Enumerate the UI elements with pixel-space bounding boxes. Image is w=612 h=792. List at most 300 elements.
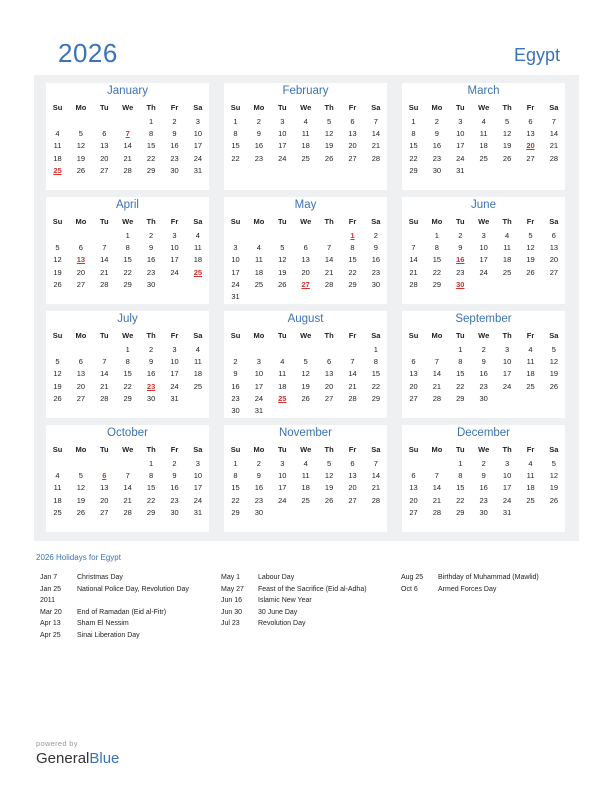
- month-name: August: [287, 313, 324, 325]
- weekday-label: Th: [324, 445, 334, 454]
- weekday-label: We: [300, 103, 312, 112]
- day-cell: 11: [526, 471, 535, 481]
- day-cell: 15: [456, 369, 465, 379]
- day-cell: 25: [479, 153, 488, 163]
- day-cell: 21: [123, 495, 132, 505]
- day-cell: 30: [170, 507, 179, 517]
- holiday-date: Apr 13: [40, 620, 61, 627]
- day-cell: 19: [526, 255, 535, 265]
- weekday-label: Sa: [193, 331, 203, 340]
- day-cell: 5: [327, 117, 332, 126]
- day-cell: 30: [146, 279, 156, 289]
- day-cell: 19: [76, 495, 86, 505]
- day-cell: 22: [146, 153, 156, 163]
- holiday-day: 30: [456, 279, 465, 289]
- day-cell: 5: [551, 345, 556, 354]
- day-cell: 24: [479, 267, 488, 277]
- day-cell: 6: [551, 231, 556, 240]
- weekday-label: We: [478, 103, 490, 112]
- day-cell: 16: [254, 483, 264, 493]
- day-cell: 18: [193, 255, 203, 265]
- weekday-label: Th: [146, 331, 156, 340]
- day-cell: 4: [195, 231, 200, 240]
- weekday-label: Mo: [431, 445, 443, 454]
- day-cell: 6: [350, 117, 355, 126]
- day-cell: 10: [278, 129, 287, 139]
- day-cell: 13: [301, 255, 310, 265]
- day-cell: 18: [53, 153, 62, 163]
- day-cell: 24: [278, 495, 287, 505]
- day-cell: 30: [371, 279, 381, 289]
- day-cell: 27: [324, 393, 334, 403]
- day-cell: 26: [53, 279, 62, 289]
- day-cell: 5: [551, 459, 556, 468]
- day-cell: 4: [195, 345, 200, 354]
- day-cell: 10: [479, 243, 488, 253]
- weekday-label: Fr: [170, 103, 179, 112]
- holiday-date: May 1: [221, 574, 241, 581]
- day-cell: 6: [528, 117, 533, 126]
- day-cell: 22: [231, 495, 240, 505]
- day-cell: 29: [146, 507, 156, 517]
- day-cell: 11: [526, 357, 535, 367]
- day-cell: 12: [526, 243, 535, 253]
- weekday-label: Su: [408, 331, 419, 340]
- weekday-label: Fr: [526, 331, 535, 340]
- weekday-label: Fr: [170, 445, 179, 454]
- day-cell: 24: [170, 267, 179, 277]
- weekday-label: Mo: [431, 103, 443, 112]
- day-cell: 15: [146, 483, 156, 493]
- day-cell: 2: [373, 231, 378, 240]
- day-cell: 10: [502, 357, 512, 367]
- day-cell: 16: [432, 141, 442, 151]
- weekday-label: We: [122, 103, 134, 112]
- day-cell: 12: [76, 141, 86, 151]
- day-cell: 19: [278, 267, 287, 277]
- day-cell: 3: [172, 345, 177, 354]
- day-cell: 18: [254, 267, 264, 277]
- calendar-panel: [34, 75, 579, 541]
- day-cell: 24: [254, 393, 264, 403]
- day-cell: 31: [193, 165, 203, 175]
- day-cell: 7: [411, 243, 416, 253]
- day-cell: 30: [170, 165, 179, 175]
- month-name: October: [107, 427, 148, 439]
- day-cell: 14: [348, 369, 357, 379]
- day-cell: 4: [528, 459, 533, 468]
- day-cell: 9: [256, 471, 261, 481]
- weekday-label: We: [300, 217, 312, 226]
- holiday-date: May 27: [221, 585, 244, 593]
- day-cell: 6: [350, 459, 355, 468]
- day-cell: 13: [409, 369, 418, 379]
- weekday-label: Mo: [75, 217, 87, 226]
- day-cell: 26: [549, 495, 559, 505]
- day-cell: 25: [301, 153, 310, 163]
- day-cell: 3: [233, 243, 238, 253]
- day-cell: 1: [458, 345, 463, 354]
- day-cell: 30: [432, 165, 442, 175]
- day-cell: 19: [502, 141, 512, 151]
- weekday-label: Th: [324, 331, 334, 340]
- day-cell: 5: [55, 357, 60, 367]
- weekday-label: Fr: [170, 331, 179, 340]
- month-name: May: [294, 199, 317, 211]
- day-cell: 28: [371, 153, 381, 163]
- day-cell: 9: [481, 357, 486, 367]
- day-cell: 20: [76, 267, 86, 277]
- weekday-label: Fr: [348, 217, 357, 226]
- day-cell: 15: [123, 369, 132, 379]
- brand-logo: [36, 750, 119, 767]
- day-cell: 14: [324, 255, 334, 265]
- day-cell: 18: [526, 369, 535, 379]
- weekday-label: Tu: [277, 445, 287, 454]
- day-cell: 31: [170, 393, 179, 403]
- weekday-label: Th: [146, 217, 156, 226]
- weekday-label: Tu: [99, 445, 109, 454]
- day-cell: 15: [231, 483, 240, 493]
- weekday-label: We: [122, 217, 134, 226]
- day-cell: 25: [526, 495, 535, 505]
- holiday-name: Birthday of Muhammad (Mawlid): [438, 574, 539, 581]
- day-cell: 10: [170, 357, 179, 367]
- day-cell: 3: [280, 459, 285, 468]
- day-cell: 16: [170, 483, 179, 493]
- day-cell: 9: [172, 129, 177, 139]
- day-cell: 22: [432, 267, 442, 277]
- weekday-label: Fr: [526, 103, 535, 112]
- day-cell: 24: [278, 153, 287, 163]
- day-cell: 19: [53, 267, 62, 277]
- weekday-label: Th: [146, 445, 156, 454]
- weekday-label: Tu: [455, 103, 465, 112]
- weekday-label: Th: [146, 103, 156, 112]
- weekday-label: Tu: [99, 217, 109, 226]
- month-name: March: [467, 85, 500, 97]
- day-cell: 2: [481, 345, 486, 354]
- day-cell: 14: [371, 471, 381, 481]
- day-cell: 12: [301, 369, 310, 379]
- day-cell: 23: [456, 267, 465, 277]
- day-cell: 21: [432, 495, 442, 505]
- day-cell: 14: [371, 129, 381, 139]
- day-cell: 28: [100, 279, 109, 289]
- day-cell: 31: [456, 165, 465, 175]
- day-cell: 12: [549, 357, 559, 367]
- weekday-label: We: [122, 331, 134, 340]
- holiday-day: 23: [146, 381, 156, 391]
- day-cell: 4: [303, 459, 308, 468]
- day-cell: 16: [479, 369, 488, 379]
- weekday-label: Su: [52, 445, 63, 454]
- day-cell: 17: [231, 267, 240, 277]
- day-cell: 19: [53, 381, 62, 391]
- day-cell: 29: [409, 165, 418, 175]
- month-name: January: [107, 85, 148, 97]
- weekday-label: We: [122, 445, 134, 454]
- day-cell: 6: [78, 357, 83, 367]
- holiday-day: 25: [193, 267, 203, 277]
- day-cell: 23: [170, 153, 179, 163]
- weekday-label: Sa: [549, 103, 559, 112]
- day-cell: 25: [53, 507, 62, 517]
- day-cell: 18: [479, 141, 488, 151]
- day-cell: 13: [100, 483, 109, 493]
- holiday-name: Sham El Nessim: [77, 620, 129, 627]
- day-cell: 10: [456, 129, 465, 139]
- day-cell: 28: [123, 165, 132, 175]
- day-cell: 8: [125, 357, 130, 367]
- day-cell: 26: [526, 267, 535, 277]
- day-cell: 9: [149, 357, 154, 367]
- month-1: [46, 83, 209, 190]
- weekday-label: Sa: [371, 445, 381, 454]
- day-cell: 13: [76, 369, 86, 379]
- weekday-label: Fr: [348, 445, 357, 454]
- weekday-label: Mo: [431, 217, 443, 226]
- weekday-label: Su: [230, 103, 241, 112]
- day-cell: 17: [278, 483, 287, 493]
- day-cell: 19: [76, 153, 86, 163]
- month-name: July: [117, 313, 138, 325]
- month-8: [224, 311, 387, 418]
- weekday-label: Su: [230, 331, 241, 340]
- day-cell: 21: [371, 483, 381, 493]
- day-cell: 4: [280, 357, 285, 367]
- holiday-day: 7: [125, 129, 130, 139]
- day-cell: 4: [55, 471, 60, 481]
- brand-general: General: [36, 750, 90, 767]
- day-cell: 29: [456, 507, 465, 517]
- day-cell: 21: [371, 141, 381, 151]
- day-cell: 8: [411, 129, 416, 139]
- day-cell: 1: [125, 345, 130, 354]
- day-cell: 22: [409, 153, 418, 163]
- day-cell: 24: [170, 381, 179, 391]
- day-cell: 15: [231, 141, 240, 151]
- holiday-day: 27: [301, 279, 310, 289]
- day-cell: 26: [324, 153, 334, 163]
- day-cell: 7: [373, 117, 378, 126]
- weekday-label: We: [300, 445, 312, 454]
- day-cell: 27: [100, 165, 109, 175]
- day-cell: 30: [479, 393, 488, 403]
- day-cell: 24: [193, 495, 203, 505]
- day-cell: 27: [549, 267, 559, 277]
- weekday-label: Su: [408, 103, 419, 112]
- day-cell: 26: [324, 495, 334, 505]
- weekday-label: Su: [52, 331, 63, 340]
- weekday-label: We: [478, 331, 490, 340]
- weekday-label: Th: [502, 331, 512, 340]
- day-cell: 17: [479, 255, 488, 265]
- day-cell: 9: [481, 471, 486, 481]
- day-cell: 11: [503, 243, 511, 253]
- day-cell: 2: [256, 117, 261, 126]
- day-cell: 11: [301, 471, 310, 481]
- day-cell: 20: [348, 483, 357, 493]
- day-cell: 15: [371, 369, 381, 379]
- day-cell: 5: [280, 243, 285, 253]
- month-7: [46, 311, 209, 418]
- day-cell: 15: [432, 255, 442, 265]
- day-cell: 2: [149, 231, 154, 240]
- day-cell: 7: [102, 357, 107, 367]
- day-cell: 22: [371, 381, 381, 391]
- weekday-label: Tu: [455, 445, 465, 454]
- day-cell: 26: [549, 381, 559, 391]
- day-cell: 14: [549, 129, 559, 139]
- weekday-label: Sa: [193, 217, 203, 226]
- day-cell: 21: [123, 153, 132, 163]
- weekday-label: Sa: [371, 331, 381, 340]
- day-cell: 7: [434, 357, 439, 367]
- day-cell: 25: [526, 381, 535, 391]
- day-cell: 10: [193, 471, 203, 481]
- weekday-label: Tu: [99, 103, 109, 112]
- holiday-name: Labour Day: [258, 574, 295, 581]
- weekday-label: Th: [324, 103, 334, 112]
- day-cell: 12: [53, 369, 62, 379]
- day-cell: 3: [505, 459, 510, 468]
- weekday-label: We: [478, 217, 490, 226]
- day-cell: 1: [233, 117, 238, 126]
- day-cell: 15: [456, 483, 465, 493]
- day-cell: 7: [327, 243, 332, 253]
- powered-by-text: powered by: [36, 739, 78, 748]
- weekday-label: Tu: [455, 217, 465, 226]
- day-cell: 4: [303, 117, 308, 126]
- day-cell: 22: [123, 381, 132, 391]
- day-cell: 9: [434, 129, 439, 139]
- day-cell: 2: [458, 231, 463, 240]
- day-cell: 17: [193, 141, 203, 151]
- day-cell: 27: [526, 153, 535, 163]
- day-cell: 6: [411, 357, 416, 367]
- day-cell: 24: [502, 495, 512, 505]
- day-cell: 23: [170, 495, 179, 505]
- day-cell: 1: [411, 117, 416, 126]
- weekday-label: Su: [408, 217, 419, 226]
- day-cell: 13: [100, 141, 109, 151]
- day-cell: 23: [479, 381, 488, 391]
- day-cell: 27: [409, 393, 418, 403]
- day-cell: 20: [76, 381, 86, 391]
- day-cell: 31: [193, 507, 203, 517]
- day-cell: 5: [327, 459, 332, 468]
- weekday-label: Fr: [526, 217, 535, 226]
- weekday-label: Tu: [277, 331, 287, 340]
- day-cell: 4: [256, 243, 261, 253]
- day-cell: 14: [432, 369, 442, 379]
- day-cell: 1: [149, 459, 154, 468]
- day-cell: 31: [231, 292, 240, 301]
- day-cell: 8: [434, 243, 439, 253]
- day-cell: 20: [301, 267, 310, 277]
- day-cell: 8: [149, 129, 154, 139]
- day-cell: 28: [432, 507, 442, 517]
- holiday-date: Jun 30: [221, 608, 243, 616]
- day-cell: 31: [502, 507, 512, 517]
- day-cell: 10: [231, 255, 240, 265]
- day-cell: 23: [254, 495, 264, 505]
- day-cell: 12: [53, 255, 62, 265]
- day-cell: 26: [53, 393, 62, 403]
- weekday-label: Sa: [371, 103, 381, 112]
- month-12: [402, 425, 565, 532]
- month-name: December: [456, 427, 511, 439]
- day-cell: 26: [76, 165, 86, 175]
- day-cell: 16: [231, 381, 240, 391]
- day-cell: 6: [303, 243, 308, 253]
- holiday-name: Sinai Liberation Day: [77, 631, 140, 639]
- day-cell: 20: [348, 141, 357, 151]
- day-cell: 18: [53, 495, 62, 505]
- day-cell: 17: [502, 369, 512, 379]
- weekday-label: Th: [502, 445, 512, 454]
- day-cell: 9: [149, 243, 154, 253]
- day-cell: 2: [481, 459, 486, 468]
- day-cell: 22: [231, 153, 240, 163]
- day-cell: 23: [432, 153, 442, 163]
- day-cell: 24: [456, 153, 465, 163]
- day-cell: 23: [146, 267, 156, 277]
- weekday-label: Su: [52, 217, 63, 226]
- day-cell: 8: [373, 357, 378, 367]
- day-cell: 14: [123, 141, 132, 151]
- day-cell: 11: [254, 255, 263, 265]
- holiday-name: 2011: [40, 597, 56, 604]
- day-cell: 12: [502, 129, 512, 139]
- day-cell: 5: [78, 471, 83, 481]
- day-cell: 9: [233, 369, 238, 379]
- day-cell: 12: [324, 471, 334, 481]
- day-cell: 11: [479, 129, 488, 139]
- day-cell: 27: [76, 279, 86, 289]
- month-name: April: [115, 199, 139, 211]
- day-cell: 29: [456, 393, 465, 403]
- day-cell: 3: [172, 231, 177, 240]
- weekday-label: Fr: [526, 445, 535, 454]
- day-cell: 1: [434, 231, 439, 240]
- day-cell: 21: [549, 141, 559, 151]
- day-cell: 23: [231, 393, 240, 403]
- day-cell: 24: [231, 279, 240, 289]
- holiday-day: 13: [76, 255, 86, 265]
- month-name: September: [455, 313, 512, 325]
- day-cell: 2: [149, 345, 154, 354]
- day-cell: 28: [371, 495, 381, 505]
- day-cell: 6: [78, 243, 83, 253]
- day-cell: 8: [125, 243, 130, 253]
- day-cell: 2: [172, 459, 177, 468]
- day-cell: 19: [549, 483, 559, 493]
- day-cell: 17: [170, 369, 179, 379]
- holiday-date: Apr 25: [40, 631, 61, 639]
- day-cell: 18: [526, 483, 535, 493]
- day-cell: 25: [502, 267, 512, 277]
- day-cell: 22: [456, 495, 465, 505]
- day-cell: 28: [409, 279, 418, 289]
- weekday-label: Fr: [348, 103, 357, 112]
- weekday-label: Mo: [253, 331, 265, 340]
- day-cell: 17: [193, 483, 203, 493]
- holiday-day: 25: [53, 165, 62, 175]
- day-cell: 1: [149, 117, 154, 126]
- day-cell: 19: [324, 483, 334, 493]
